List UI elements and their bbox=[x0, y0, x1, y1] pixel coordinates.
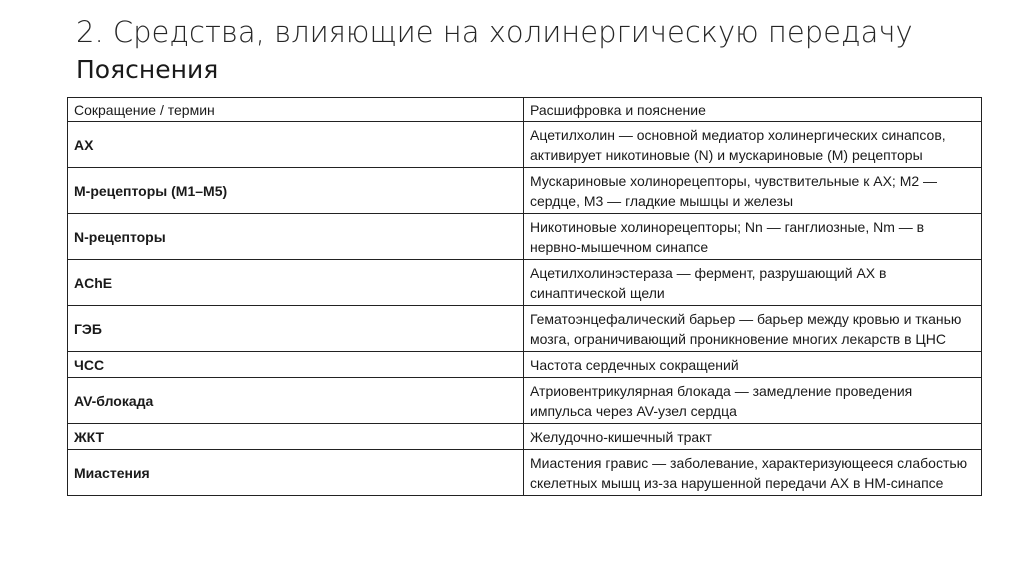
description-cell: Ацетилхолинэстераза — фермент, разрушающий АХ в синаптической щели bbox=[524, 260, 982, 306]
description-cell: Частота сердечных сокращений bbox=[524, 352, 982, 378]
table-row bbox=[68, 168, 982, 214]
term-cell: АХ bbox=[68, 122, 524, 168]
term-cell: ЧСС bbox=[68, 352, 524, 378]
description-cell: Никотиновые холинорецепторы; Nn — ганглиозные, Nm — в нервно-мышечном синапсе bbox=[524, 214, 982, 260]
table-row bbox=[68, 260, 982, 306]
table-row bbox=[68, 424, 982, 450]
term-cell: ЖКТ bbox=[68, 424, 524, 450]
slide-title-block bbox=[76, 14, 976, 86]
table-row bbox=[68, 450, 982, 496]
term-cell: N-рецепторы bbox=[68, 214, 524, 260]
description-cell: Желудочно-кишечный тракт bbox=[524, 424, 982, 450]
term-cell: AV-блокада bbox=[68, 378, 524, 424]
table-row bbox=[68, 378, 982, 424]
table-row bbox=[68, 214, 982, 260]
description-cell: Миастения гравис — заболевание, характеризующееся слабостью скелетных мышц из-за нарушенной передачи АХ в НМ-синапсе bbox=[524, 450, 982, 496]
term-cell: AChE bbox=[68, 260, 524, 306]
table-row bbox=[68, 122, 982, 168]
slide-subtitle: Пояснения bbox=[76, 55, 219, 84]
table-row bbox=[68, 306, 982, 352]
glossary-table bbox=[67, 97, 982, 496]
term-cell: Миастения bbox=[68, 450, 524, 496]
term-cell: М-рецепторы (М1–М5) bbox=[68, 168, 524, 214]
description-cell: Гематоэнцефалический барьер — барьер между кровью и тканью мозга, ограничивающий проникновение многих лекарств в ЦНС bbox=[524, 306, 982, 352]
table-row bbox=[68, 352, 982, 378]
description-cell: Атриовентрикулярная блокада — замедление проведения импульса через AV-узел сердца bbox=[524, 378, 982, 424]
description-cell: Ацетилхолин — основной медиатор холинергических синапсов, активирует никотиновые (N) и мускариновые (M) рецепторы bbox=[524, 122, 982, 168]
table-header-row bbox=[68, 98, 982, 122]
term-cell: ГЭБ bbox=[68, 306, 524, 352]
description-cell: Мускариновые холинорецепторы, чувствительные к АХ; М2 — сердце, М3 — гладкие мышцы и железы bbox=[524, 168, 982, 214]
slide-title: 2. Средства, влияющие на холинергическую передачу bbox=[76, 15, 913, 49]
column-header-description: Расшифровка и пояснение bbox=[524, 98, 982, 122]
column-header-term: Сокращение / термин bbox=[68, 98, 524, 122]
